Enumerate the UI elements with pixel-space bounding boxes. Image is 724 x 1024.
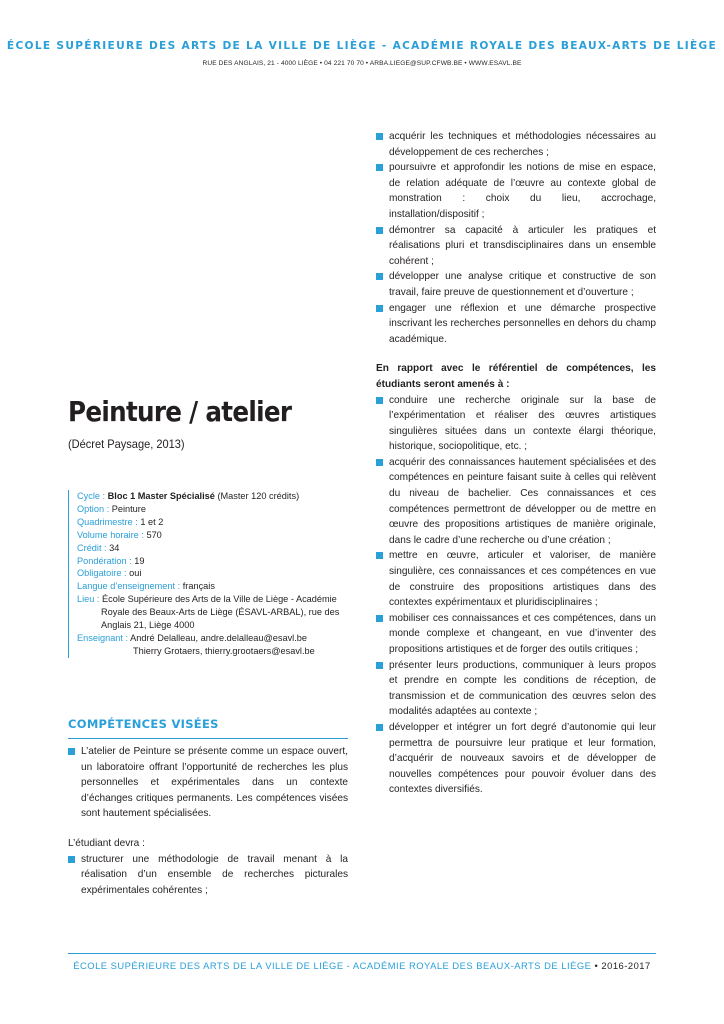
list-item: mettre en œuvre, articuler et valoriser, de manière singulière, ces connaissances et ces compétences en vue de construire des propositions artistiques dans des contextes expérimentaux et pluridisciplinaires ; [376,548,656,610]
referentiel-intro: En rapport avec le référentiel de compétences, les étudiants seront amenés à : [376,363,656,390]
footer: ÉCOLE SUPÉRIEURE DES ARTS DE LA VILLE DE LIÈGE - ACADÉMIE ROYALE DES BEAUX-ARTS DE LIÈGE • 2016-2017 [73,960,651,971]
etudiant-devra: L’étudiant devra : [68,837,145,849]
left-column [68,744,348,898]
square-bullet-icon [68,748,75,755]
info-volume: Volume horaire : 570 [77,529,162,540]
square-bullet-icon [376,133,383,140]
info-option: Option : Peinture [77,503,146,514]
list-item: L’atelier de Peinture se présente comme un espace ouvert, un laboratoire offrant l’opportunité de recherches les plus personnelles et expérimentales dans un contexte d’échanges critiques permanents. Les compétences visées sont hautement spécialisées. [68,744,348,822]
list-item: développer une analyse critique et constructive de son travail, faire preuve de questionnement et d’ouverture ; [376,269,656,300]
square-bullet-icon [376,552,383,559]
list-item: mobiliser ces connaissances et ces compétences, dans un monde complexe et changeant, en vue d’inventer des propositions artistiques et de forger des outils critiques ; [376,611,656,658]
square-bullet-icon [376,397,383,404]
page-subtitle: (Décret Paysage, 2013) [68,437,185,451]
right-column [376,129,656,798]
square-bullet-icon [376,615,383,622]
list-item: développer et intégrer un fort degré d’autonomie qui leur permettra de poursuivre leur pratique et leur formation, d’acquérir de nouveaux savoirs et de développer de nouvelles compétences pour pouvoir évoluer dans des contextes diversifiés. [376,720,656,798]
section-rule [68,738,348,739]
skills-list-1 [376,129,656,347]
square-bullet-icon [376,662,383,669]
course-info [68,490,367,658]
list-item: engager une réflexion et une démarche prospective inscrivant les recherches personnelles en dehors du champ académique. [376,301,656,348]
info-lieu-line3: Anglais 21, Liège 4000 [101,620,195,631]
info-obligatoire: Obligatoire : oui [77,568,142,579]
square-bullet-icon [376,164,383,171]
skills-list-2 [376,393,656,798]
page-title: Peinture / atelier [68,395,292,428]
square-bullet-icon [376,273,383,280]
list-item: poursuivre et approfondir les notions de mise en espace, de relation adéquate de l’œuvre au contexte global de monstration : choix du lieu, accrochage, installation/dispositif ; [376,160,656,222]
info-ponderation: Pondération : 19 [77,555,145,566]
info-enseignant-line2: Thierry Grotaers, thierry.grootaers@esavl.be [133,645,315,656]
info-credit: Crédit : 34 [77,542,120,553]
info-langue: Langue d’enseignement : français [77,581,215,592]
footer-rule [68,953,656,954]
header-address: RUE DES ANGLAIS, 21 - 4000 LIÈGE • 04 221 70 70 • ARBA.LIEGE@SUP.CFWB.BE • WWW.ESAVL.BE [202,60,522,67]
section-heading: COMPÉTENCES VISÉES [68,717,219,731]
list-item: démontrer sa capacité à articuler les pratiques et réalisations pluri et transdisciplinaires dans un ensemble cohérent ; [376,223,656,270]
info-enseignant: Enseignant : André Delalleau, andre.delalleau@esavl.be [77,632,307,643]
left-skills-list [68,852,348,899]
header-title: ÉCOLE SUPÉRIEURE DES ARTS DE LA VILLE DE LIÈGE - ACADÉMIE ROYALE DES BEAUX-ARTS DE LIÈGE [6,40,718,52]
list-item: acquérir les techniques et méthodologies nécessaires au développement de ces recherches ; [376,129,656,160]
list-item: présenter leurs productions, communiquer à leurs propos et prendre en compte les conditions de réception, de transmission et de communication des œuvres selon des modalités adaptées au contexte ; [376,658,656,720]
square-bullet-icon [376,459,383,466]
list-item: structurer une méthodologie de travail menant à la réalisation d’un ensemble de recherches picturales expérimentales cohérentes ; [68,852,348,899]
square-bullet-icon [376,305,383,312]
square-bullet-icon [376,724,383,731]
info-cycle: Cycle : Bloc 1 Master Spécialisé (Master 120 crédits) [77,491,300,501]
list-item: conduire une recherche originale sur la base de l’expérimentation et réaliser des œuvres artistiques singulières situées dans un contexte élargi théorique, historique, sociopolitique, etc. ; [376,393,656,455]
list-item: acquérir des connaissances hautement spécialisées et des compétences en peinture faisant suite à celles qui relèvent du niveau de bachelier. Ces connaissances et ces compétences permettront de développer ou de mettre en œuvre des propositions artistiques de manière originale, dans le cadre d’une recherche ou d’une création ; [376,455,656,549]
square-bullet-icon [68,856,75,863]
info-lieu: Lieu : École Supérieure des Arts de la Ville de Liège - Académie [77,594,337,605]
info-quadrimestre: Quadrimestre : 1 et 2 [77,516,164,527]
intro-list [68,744,348,822]
info-lieu-line2: Royale des Beaux-Arts de Liège (ÉSAVL-ARBAL), rue des [101,607,340,618]
square-bullet-icon [376,227,383,234]
